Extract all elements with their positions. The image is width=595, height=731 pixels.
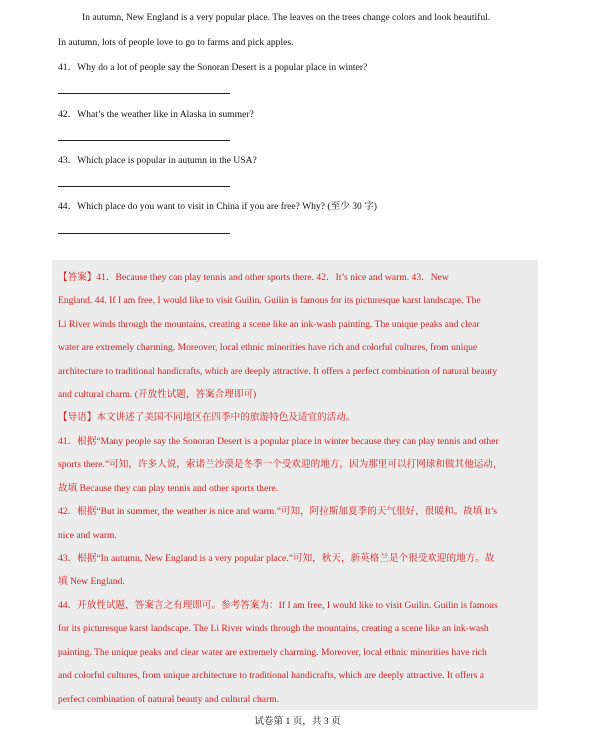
explanation-line: perfect combination of natural beauty and cultural charm. bbox=[58, 694, 280, 705]
answer-blank-41[interactable] bbox=[58, 93, 230, 94]
answer-line: water are extremely charming. Moreover, local ethnic minorities have rich and colorful cultures, from unique bbox=[58, 342, 478, 353]
explanation-line: 42．根据“But in summer, the weather is nice and warm.”可知，阿拉斯加夏季的天气很好，很暖和。故填 It’s bbox=[58, 506, 498, 517]
page-footer: 试卷第 1 页，共 3 页 bbox=[254, 716, 341, 727]
passage-line-2: In autumn, lots of people love to go to farms and pick apples. bbox=[58, 37, 294, 48]
explanation-line: painting. The unique peaks and clear water are extremely charming. Moreover, local ethnic minorities have rich bbox=[58, 647, 487, 658]
answer-blank-44[interactable] bbox=[58, 233, 230, 234]
explanation-line: sports there.”可知，许多人说，索诺兰沙漠是冬季一个受欢迎的地方，因为那里可以打网球和做其他运动， bbox=[58, 459, 503, 470]
explanation-line: 44．开放性试题，答案言之有理即可。参考答案为：If I am free, I would like to visit Guilin. Guilin is famous bbox=[58, 600, 498, 611]
question-43: 43．Which place is popular in autumn in the USA? bbox=[58, 155, 257, 166]
question-42: 42．What’s the weather like in Alaska in summer? bbox=[58, 109, 254, 120]
answer-line: Li River winds through the mountains, creating a scene like an ink-wash painting. The unique peaks and clear bbox=[58, 319, 480, 330]
explanation-line: 43．根据“In autumn, New England is a very popular place.”可知，秋天，新英格兰是个很受欢迎的地方。故 bbox=[58, 553, 495, 564]
explanation-line: nice and warm. bbox=[58, 530, 117, 541]
answer-blank-43[interactable] bbox=[58, 186, 230, 187]
answer-line: and cultural charm. (开放性试题，答案合理即可) bbox=[58, 389, 257, 400]
explanation-line: for its picturesque karst landscape. The Li River winds through the mountains, creating a scene like an ink-wash bbox=[58, 623, 489, 634]
answer-line: 【答案】41．Because they can play tennis and other sports there. 42．It’s nice and warm. 43．New bbox=[58, 272, 449, 283]
explanation-line: and colorful cultures, from unique architecture to traditional handicrafts, which are deeply attractive. It offers a bbox=[58, 670, 485, 681]
answer-line: England. 44. If I am free, I would like to visit Guilin. Guilin is famous for its picturesque karst landscape. The bbox=[58, 295, 481, 306]
guide-line: 【导语】本文讲述了美国不同地区在四季中的旅游特色及适宜的活动。 bbox=[58, 412, 356, 423]
answer-line: architecture to traditional handicrafts, which are deeply attractive. It offers a perfect combination of natural beauty bbox=[58, 366, 498, 377]
explanation-line: 41．根据“Many people say the Sonoran Desert is a popular place in winter because they can play tennis and other bbox=[58, 436, 499, 447]
explanation-line: 故填 Because they can play tennis and other sports there. bbox=[58, 483, 279, 494]
explanation-line: 填 New England. bbox=[58, 576, 125, 587]
question-41: 41．Why do a lot of people say the Sonoran Desert is a popular place in winter? bbox=[58, 62, 368, 73]
question-44: 44．Which place do you want to visit in China if you are free? Why? (至少 30 字) bbox=[58, 201, 377, 212]
answer-blank-42[interactable] bbox=[58, 140, 230, 141]
passage-line-1: In autumn, New England is a very popular place. The leaves on the trees change colors and look beautiful. bbox=[82, 12, 491, 23]
